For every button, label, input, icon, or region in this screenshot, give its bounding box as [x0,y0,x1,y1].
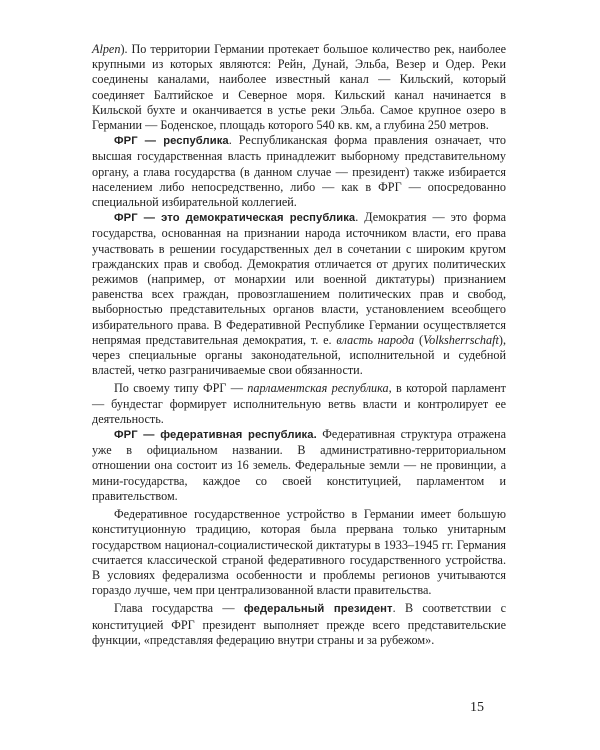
paragraph-text: Глава государства — [114,601,244,616]
page-body [92,42,506,648]
paragraph-text: , в которой парламент — бундестаг формирует исполнительную ветвь власти и контролирует ее деятельность. [92,381,506,426]
paragraph-1 [92,42,506,133]
paragraph-text: . В соответствии с конституцией ФРГ президент выполняет прежде всего представительские функции, «представляя федерацию внутри страны и за рубежом». [92,601,507,647]
paragraph-5 [92,427,506,504]
paragraph-text: ( [414,332,424,347]
paragraph-3 [92,210,506,378]
paragraph-text: . Демократия — это форма государства, основанная на признании народа источником власти, его права участвовать в решении государственных дел в сочетании с широким кругом гражданских прав и свобод. Демократия отличается от других политических режимов (например, от монархии или военной диктатуры) признанием равенства всех граждан, провозглашением политических прав и свобод, выборностью представительных органов власти, установлением всеобщего избирательного права. В Федеративной Республике Германии осуществляется непрямая представительная демократия, т. е. [92,210,506,347]
lead-term: ФРГ [114,212,138,225]
paragraph-text: Федеративная структура отражена уже в официальном названии. В административно-территориальном отношении она состоит из 16 земель. Федеральные земли — не провинции, а мини-государства, каждое со своей конституцией, парламентом и правительством. [92,427,506,503]
paragraph-text: ). По территории Германии протекает большое количество рек, наиболее крупными из которых являются: Рейн, Дунай, Эльба, Везер и Одер. Реки соединены каналами, наиболее известный канал — Кильский, который соединяет Балтийское и Северное моря. Кильский канал начинается в Кильской бухте и оканчивается в устье реки Эльба. Самое крупное озеро в Германии — Боденское, площадь которого 540 кв. км, а глубина 250 метров. [92,42,506,133]
page-number: 15 [470,700,484,715]
italic-term: парламентская республика [247,381,389,396]
italic-term: Alpen [92,42,121,56]
paragraph-4 [92,381,506,427]
paragraph-text: . Республиканская форма правления означает, что высшая государственная власть принадлежит выборному представительному органу, а глава государства (в данном случае — президент) также избирается населением либо непосредственно, либо — как в ФРГ — опосредованно специальной избирательной коллегией. [92,133,506,210]
paragraph-6 [92,507,506,598]
paragraph-text: По своему типу ФРГ — [114,381,248,396]
lead-connector: — это [137,212,186,225]
paragraph-text: ), через специальные органы законодательной, исполнительной и судебной властей, четко разграничиваемые свои обязанности. [92,332,506,378]
italic-term: власть народа [336,332,415,347]
lead-term: ФРГ — федеративная республика. [114,429,317,442]
lead-term: федеральный президент [243,603,393,616]
italic-term: Volksherrschaft [423,332,499,347]
lead-term: демократическая республика [185,212,356,225]
paragraph-2 [92,133,506,210]
paragraph-7 [92,601,506,648]
paragraph-text: Федеративное государственное устройство в Германии имеет большую конституционную традицию, которая была прервана только унитарным государством национал-социалистической диктатуры в 1933–1945 гг. Германия считается классической страной федеративного государственного устройства. В условиях федерализма особенности и проблемы регионов учитываются гораздо лучше, чем при централизованной власти правительства. [92,507,506,598]
lead-term: ФРГ — республика [114,135,229,148]
